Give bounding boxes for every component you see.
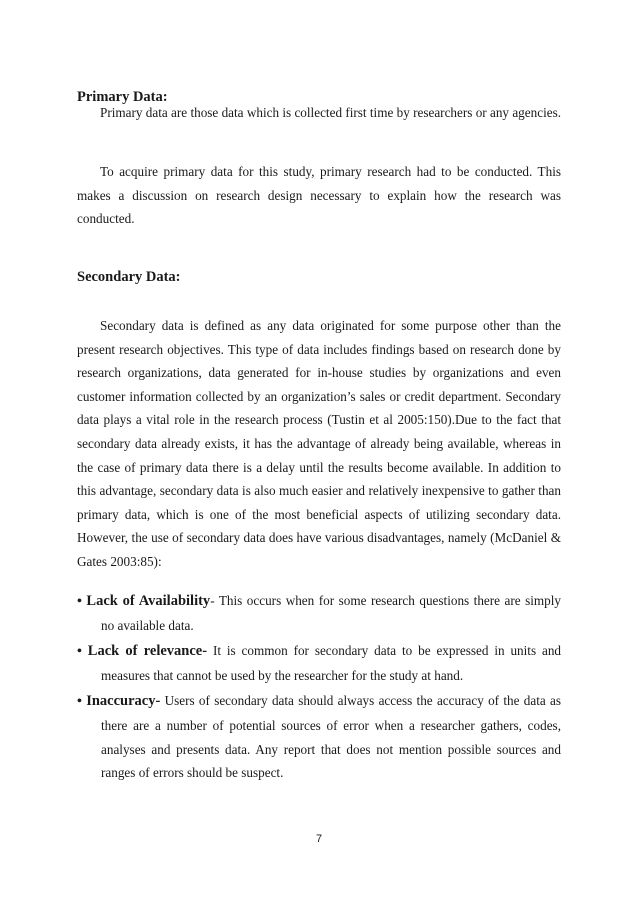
primary-data-paragraph-1: Primary data are those data which is collected first time by researchers or any agencies.	[100, 105, 562, 120]
disadvantages-list	[77, 589, 561, 785]
bullet-text: Users of secondary data should always access the accuracy of the data as there are a number of potential sources of error when a researcher gathers, codes, analyses and presents data. Any report that does not mention possible sources and ranges of errors should be suspect.	[101, 693, 561, 781]
bullet-separator: -	[210, 593, 219, 608]
list-item	[77, 589, 561, 637]
secondary-data-paragraph: Secondary data is defined as any data originated for some purpose other than the present research objectives. This type of data includes findings based on research done by research organizations, data generated for in-house studies by organizations and even customer information collected by an organization’s sales or credit department. Secondary data plays a vital role in the research process (Tustin et al 2005:150).Due to the fact that secondary data already exists, it has the advantage of already being available, whereas in the case of primary data there is a delay until the results become available. In addition to this advantage, secondary data is also much easier and relatively inexpensive to gather than primary data, which is one of the most beneficial aspects of utilizing secondary data. However, the use of secondary data does have various disadvantages, namely (McDaniel & Gates 2003:85):	[77, 318, 561, 569]
bullet-title: Lack of Availability	[86, 593, 211, 609]
primary-data-paragraph-2: To acquire primary data for this study, primary research had to be conducted. This makes a discussion on research design necessary to explain how the research was conducted.	[77, 164, 561, 227]
bullet-icon: •	[77, 594, 82, 609]
list-item	[77, 689, 561, 784]
bullet-text: It is common for secondary data to be expressed in units and measures that cannot be used by the researcher for the study at hand.	[101, 643, 562, 683]
bullet-icon: •	[77, 644, 82, 660]
secondary-data-heading: Secondary Data:	[77, 269, 181, 285]
bullet-title: Lack of relevance-	[87, 643, 208, 660]
page-number: 7	[315, 833, 323, 845]
bullet-icon: •	[77, 694, 82, 710]
document-page	[77, 0, 561, 903]
list-item	[77, 639, 561, 687]
bullet-text: This occurs when for some research questions there are simply no available data.	[101, 593, 562, 633]
bullet-title: Inaccuracy-	[86, 693, 161, 710]
primary-data-heading: Primary Data:	[77, 89, 168, 105]
